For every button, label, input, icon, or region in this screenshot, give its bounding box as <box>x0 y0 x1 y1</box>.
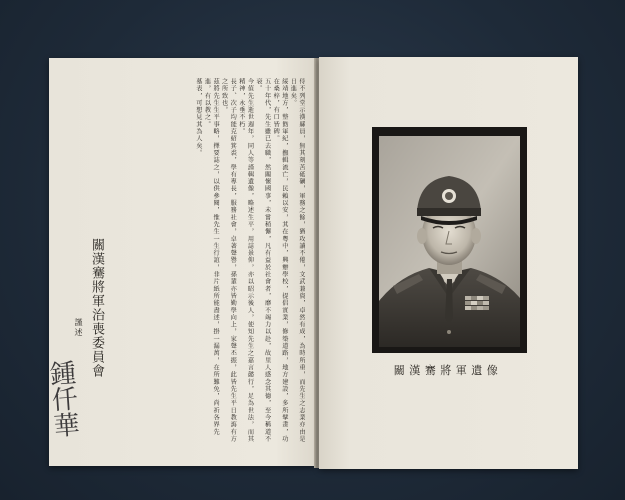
text-paragraph: 茲將先生生平事略，擇要誌之，以供參閱，惟先生一生行誼，非片紙所能盡述，掛一漏萬，在所難免，尚祈各界先進，有以教之。 <box>203 78 220 436</box>
text-paragraph: 長子、次子均能克紹箕裘，學有專長，服務社會，卓著聲譽，孫輩亦皆勤學向上，家聲丕振，此皆先生平日教誨有方之所致也。 <box>220 78 237 443</box>
handwritten-signature: 鍾仟華 <box>44 358 80 439</box>
text-paragraph: 侍不列堂示漢縣員，無其刻苦砥礪，軍務之餘，猶攻讀不倦，文武兼資，卓然有成，為時所重，而先生之志業亦由是日進矣。 <box>289 78 305 443</box>
memorial-body-text <box>145 78 305 448</box>
funeral-committee-title: 關漢騫將軍治喪委員會 <box>89 238 104 378</box>
portrait-caption: 關漢騫將軍遺像 <box>393 364 503 377</box>
text-paragraph: 墓表，可想見其為人矣。 <box>194 78 202 157</box>
text-paragraph: 綏靖地方，整飭軍紀，撫輯流亡，民賴以安，其在粵中，興辦學校，提倡實業，修築道路，地方建設，多所擘畫，功在桑梓，有口皆碑。 <box>272 78 288 443</box>
text-paragraph: 今值先生逝世週年，同人等謹輯遺像，略述生平，用誌景仰，亦以昭示後人，使知先生之嘉言懿行，足為世法，而其精神，永垂不朽。 <box>237 78 254 443</box>
respectfully-written-label: 謹述 <box>74 318 83 338</box>
text-paragraph: 五十年代，先生雖已去職，然關懷國事，未嘗稍懈，凡有益於社會者，靡不竭力以赴，故里人感念其德，至今稱道不衰。 <box>255 78 271 443</box>
general-portrait-photo <box>379 136 520 347</box>
